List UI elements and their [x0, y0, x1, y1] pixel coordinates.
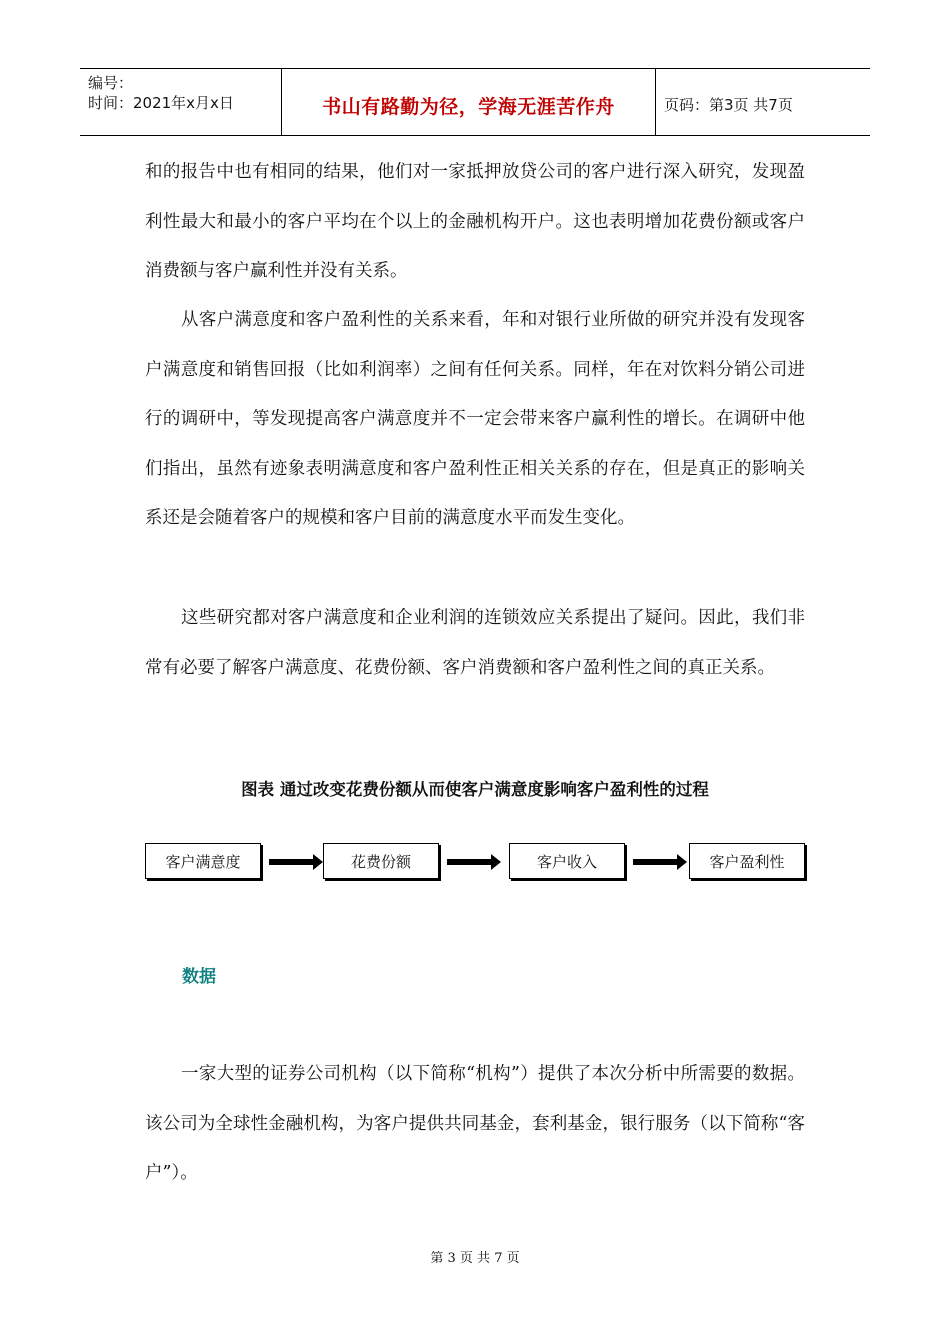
- header-page-number: 页码：第3页 共7页: [664, 95, 793, 114]
- paragraph-3: 这些研究都对客户满意度和企业利润的连锁效应关系提出了疑问。因此，我们非常有必要了解客户满意度、花费份额、客户消费额和客户盈利性之间的真正关系。: [145, 608, 805, 678]
- section-heading: 数据: [182, 967, 216, 987]
- figure-caption: 图表 通过改变花费份额从而使客户满意度影响客户盈利性的过程: [241, 780, 709, 799]
- paragraph-1: 和的报告中也有相同的结果，他们对一家抵押放贷公司的客户进行深入研究，发现盈利性最大和最小的客户平均在个以上的金融机构开户。这也表明增加花费份额或客户消费额与客户赢利性并没有关系。: [145, 162, 805, 281]
- paragraph-4: 一家大型的证券公司机构（以下简称“机构”）提供了本次分析中所需要的数据。该公司为全球性金融机构，为客户提供共同基金，套利基金，银行服务（以下简称“客户”）。: [145, 1064, 805, 1183]
- process-flow-diagram: [145, 843, 805, 883]
- flow-step-revenue: 客户收入: [509, 843, 625, 879]
- flow-arrow: [269, 859, 315, 865]
- number-label: 编号：: [88, 74, 134, 92]
- flow-arrow: [633, 859, 679, 865]
- flow-step-share-of-wallet: 花费份额: [323, 843, 439, 879]
- header-motto: 书山有路勤为径，学海无涯苦作舟: [282, 69, 656, 135]
- page-header: [80, 68, 870, 136]
- paragraph-2: 从客户满意度和客户盈利性的关系来看，年和对银行业所做的研究并没有发现客户满意度和销售回报（比如利润率）之间有任何关系。同样，年在对饮料分销公司进行的调研中，等发现提高客户满意度并不一定会带来客户赢利性的增长。在调研中他们指出，虽然有迹象表明满意度和客户盈利性正相关关系的存在，但是真正的影响关系还是会随着客户的规模和客户目前的满意度水平而发生变化。: [145, 310, 805, 528]
- header-meta: [80, 69, 282, 135]
- time-label: 时间：2021年x月x日: [88, 94, 234, 112]
- page-footer: 第 3 页 共 7 页: [430, 1251, 520, 1266]
- flow-arrow: [447, 859, 493, 865]
- flow-step-profitability: 客户盈利性: [689, 843, 805, 879]
- flow-step-satisfaction: 客户满意度: [145, 843, 261, 879]
